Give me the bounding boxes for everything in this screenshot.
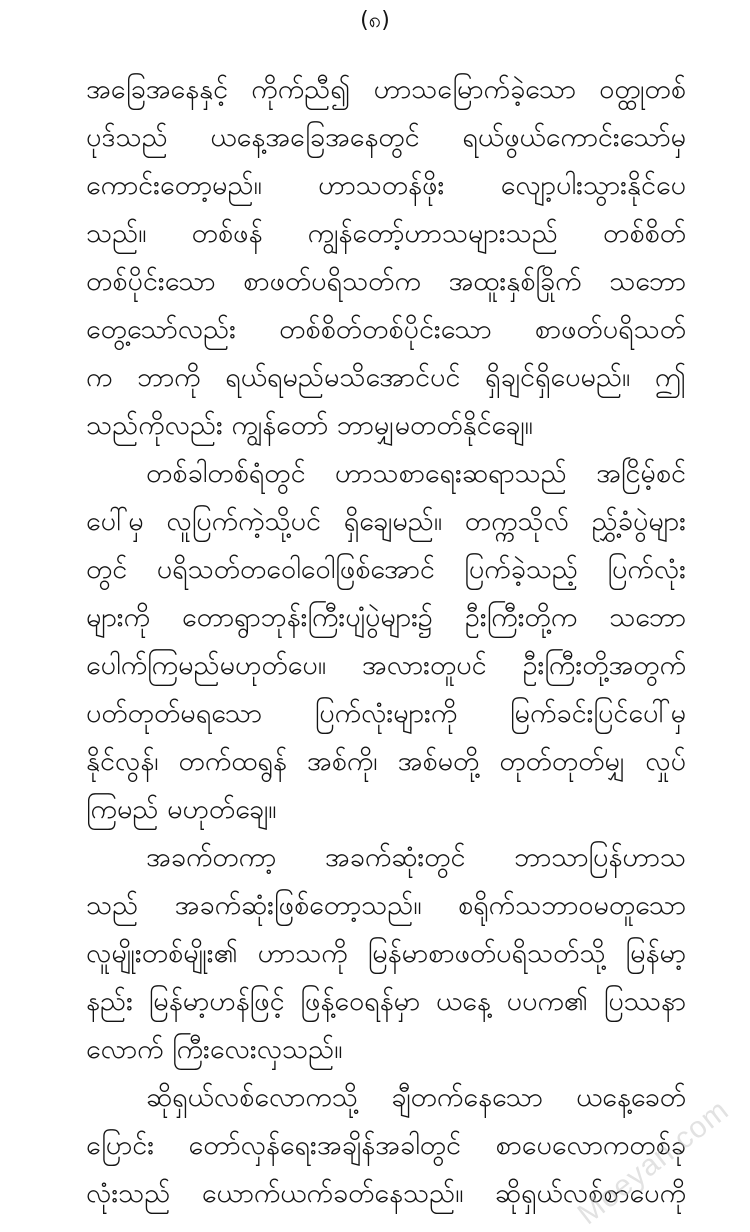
text-line: လုံးသည် ယောက်ယက်ခတ်နေသည်။ ဆိုရှယ်လစ်စာပေကို <box>86 1178 686 1209</box>
text-line: ပေါ်မှ လူပြက်ကဲ့သို့ပင် ရှိချေမည်။ တက္ကသိုလ် ညွှ့်ခံပွဲများ <box>86 506 686 537</box>
text-line: ကောင်းတော့မည်။ ဟာသတန်ဖိုး လျော့ပါးသွားနိုင်ပေ <box>86 170 686 201</box>
text-line: လောက် ကြီးလေးလှသည်။ <box>86 1034 343 1065</box>
text-line: နည်း မြန်မာ့ဟန်ဖြင့် ဖြန့်ဝေရန်မှာ ယနေ့ ပပက၏ ပြဿနာ <box>86 986 686 1017</box>
text-line: များကို တောရွာဘုန်းကြီးပျံပွဲများ၌ ဦးကြီးတို့က သဘော <box>86 602 686 633</box>
text-line: သည် အခက်ဆုံးဖြစ်တော့သည်။ စရိုက်သဘာဝမတူသော <box>86 890 686 921</box>
watermark: Moeyan.com <box>571 1093 736 1232</box>
text-line: လူမျိုးတစ်မျိုး၏ ဟာသကို မြန်မာစာဖတ်ပရိသတ်သို့ မြန်မာ့ <box>86 938 686 969</box>
text-line: ကြမည် မဟုတ်ချေ။ <box>86 794 277 825</box>
text-line: ပေါက်ကြမည်မဟုတ်ပေ။ အလားတူပင် ဦးကြီးတို့အတွက် <box>86 650 686 681</box>
text-line: တွေ့သော်လည်း တစ်စိတ်တစ်ပိုင်းသော စာဖတ်ပရိသတ် <box>86 314 686 345</box>
paragraph-first-line: ဆိုရှယ်လစ်လောကသို့ ချီတက်နေသော ယနေ့ခေတ် <box>146 1082 686 1113</box>
text-line: ပြောင်း တော်လှန်ရေးအချိန်အခါတွင် စာပေလောကတစ်ခု <box>86 1130 686 1161</box>
paragraph-first-line: တစ်ခါတစ်ရံတွင် ဟာသစာရေးဆရာသည် အငြိမ့်စင် <box>146 458 686 489</box>
text-line: ပတ်တုတ်မရသော ပြက်လုံးများကို မြက်ခင်းပြင်ပေါ်မှ <box>86 698 686 729</box>
text-line: က ဘာကို ရယ်ရမည်မသိအောင်ပင် ရှိချင်ရှိပေမည်။ ဤ <box>86 362 686 393</box>
text-line: ပုဒ်သည် ယနေ့အခြေအနေတွင် ရယ်ဖွယ်ကောင်းသော်မှ <box>86 122 686 153</box>
body-text <box>86 66 686 1218</box>
text-line: တစ်ပိုင်းသော စာဖတ်ပရိသတ်က အထူးနှစ်ခြိုက် သဘော <box>86 266 686 297</box>
text-line: နိုင်လွန်၊ တက်ထရွန် အစ်ကို၊ အစ်မတို့ တုတ်တုတ်မျှ လှုပ် <box>86 746 686 777</box>
paragraph-first-line: အခက်တကာ့ အခက်ဆုံးတွင် ဘာသာပြန်ဟာသ <box>146 842 686 873</box>
text-line: တွင် ပရိသတ်တဝေါဝေါဖြစ်အောင် ပြက်ခဲ့သည့် ပြက်လုံး <box>86 554 686 585</box>
page-number: (၈) <box>360 8 390 33</box>
text-line: သည်။ တစ်ဖန် ကျွန်တော့်ဟာသများသည် တစ်စိတ် <box>86 218 686 249</box>
text-line: သည်ကိုလည်း ကျွန်တော် ဘာမျှမတတ်နိုင်ချေ။ <box>86 410 533 441</box>
text-line: အခြေအနေနှင့် ကိုက်ညီ၍ ဟာသမြောက်ခဲ့သော ဝတ္ထုတစ် <box>86 74 686 105</box>
